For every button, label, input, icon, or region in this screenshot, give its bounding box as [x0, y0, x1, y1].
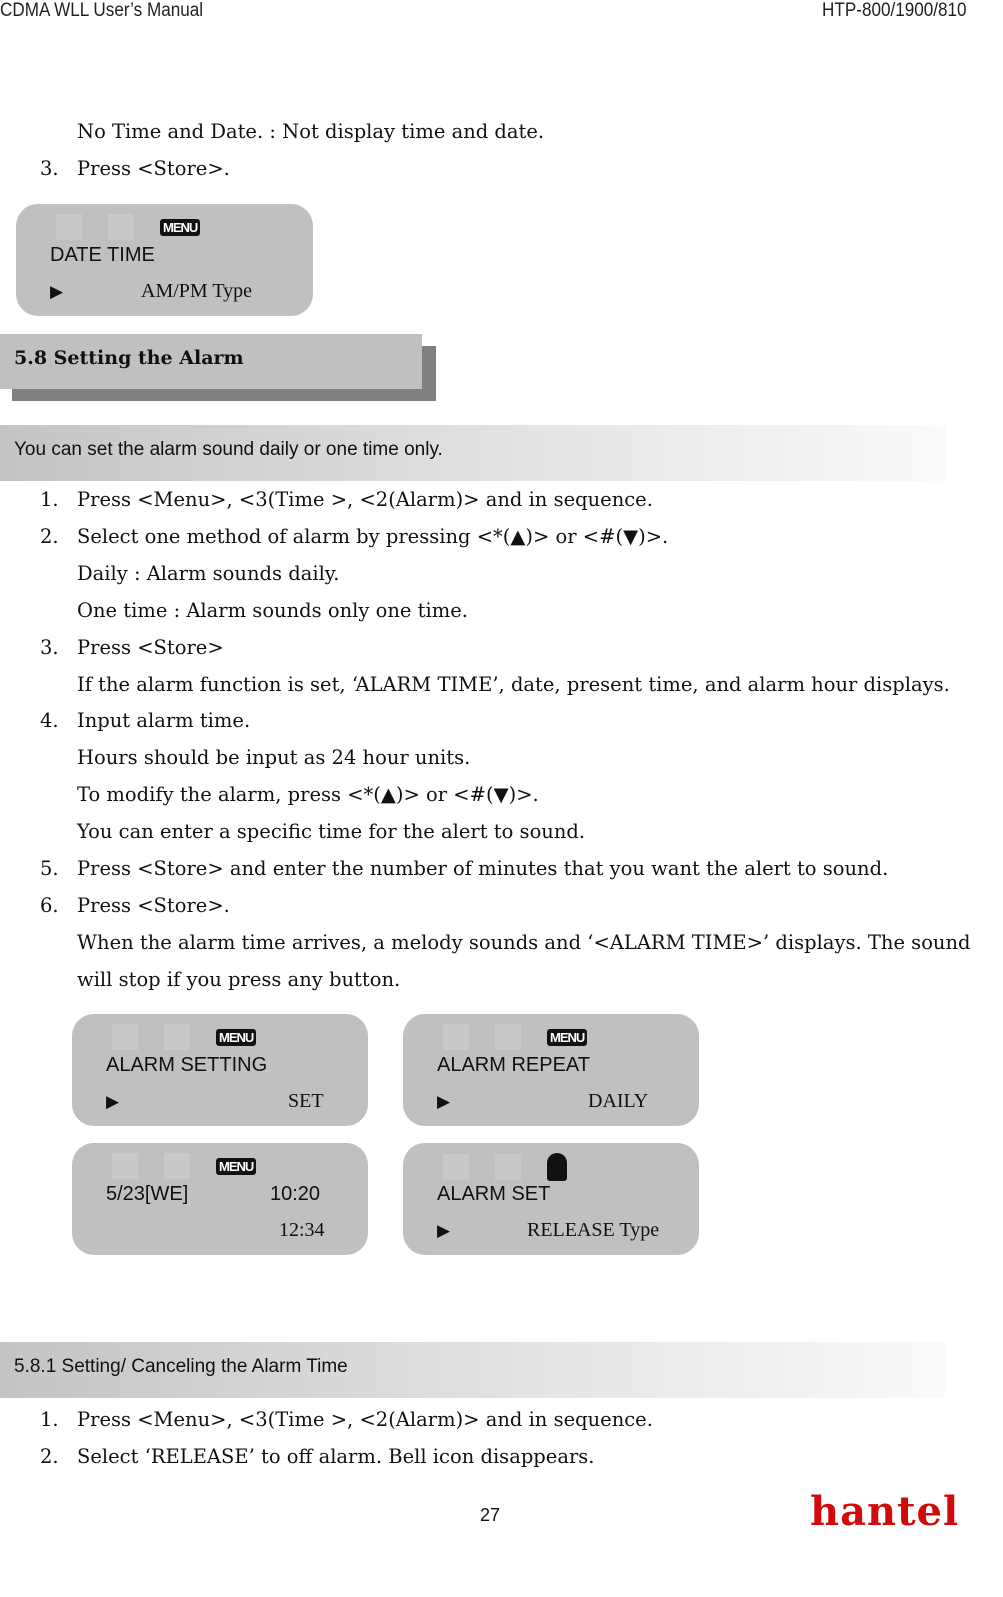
battery-icon: [495, 1154, 521, 1180]
signal-icon: [56, 214, 82, 240]
hantel-logo: hantel: [810, 1488, 960, 1535]
menu-icon: MENU: [216, 1158, 256, 1175]
lcd-value: DAILY: [588, 1090, 649, 1112]
menu-icon: MENU: [160, 219, 200, 236]
lcd-value: RELEASE Type: [527, 1219, 660, 1241]
battery-icon: [495, 1024, 521, 1050]
signal-icon: [443, 1154, 469, 1180]
menu-icon: MENU: [547, 1029, 587, 1046]
header-model: HTP-800/1900/810: [822, 0, 967, 21]
page-number: 27: [480, 1505, 501, 1525]
battery-icon: [164, 1024, 190, 1050]
lcd-date-time: [16, 204, 313, 316]
lcd-alarm-set: [403, 1143, 699, 1255]
section-subtitle: You can set the alarm sound daily or one time only.: [0, 425, 945, 481]
signal-icon: [443, 1024, 469, 1050]
lcd-title: ALARM SETTING: [106, 1054, 268, 1076]
section-title: 5.8 Setting the Alarm: [0, 334, 422, 389]
arrow-icon: ▶: [106, 1092, 120, 1111]
battery-icon: [108, 214, 134, 240]
lcd-title: DATE TIME: [50, 244, 155, 266]
battery-icon: [164, 1153, 190, 1179]
arrow-icon: ▶: [437, 1221, 451, 1240]
bell-icon: [547, 1153, 567, 1181]
lcd-alarm-setting: [72, 1014, 368, 1126]
arrow-icon: ▶: [50, 282, 64, 301]
lcd-alarm-time: [72, 1143, 368, 1255]
lcd-alarm-hour: 12:34: [279, 1219, 325, 1241]
arrow-icon: ▶: [437, 1092, 451, 1111]
lcd-title: ALARM REPEAT: [437, 1054, 590, 1076]
lcd-value: AM/PM Type: [141, 280, 253, 302]
signal-icon: [112, 1153, 138, 1179]
signal-icon: [112, 1024, 138, 1050]
lcd-title: ALARM SET: [437, 1183, 551, 1205]
lcd-date: 5/23[WE]: [106, 1183, 189, 1205]
header-title: CDMA WLL User’s Manual: [0, 0, 204, 21]
menu-icon: MENU: [216, 1029, 256, 1046]
lcd-value: SET: [288, 1090, 324, 1112]
lcd-time: 10:20: [270, 1183, 321, 1205]
lcd-alarm-repeat: [403, 1014, 699, 1126]
subsection-title: 5.8.1 Setting/ Canceling the Alarm Time: [0, 1342, 945, 1398]
